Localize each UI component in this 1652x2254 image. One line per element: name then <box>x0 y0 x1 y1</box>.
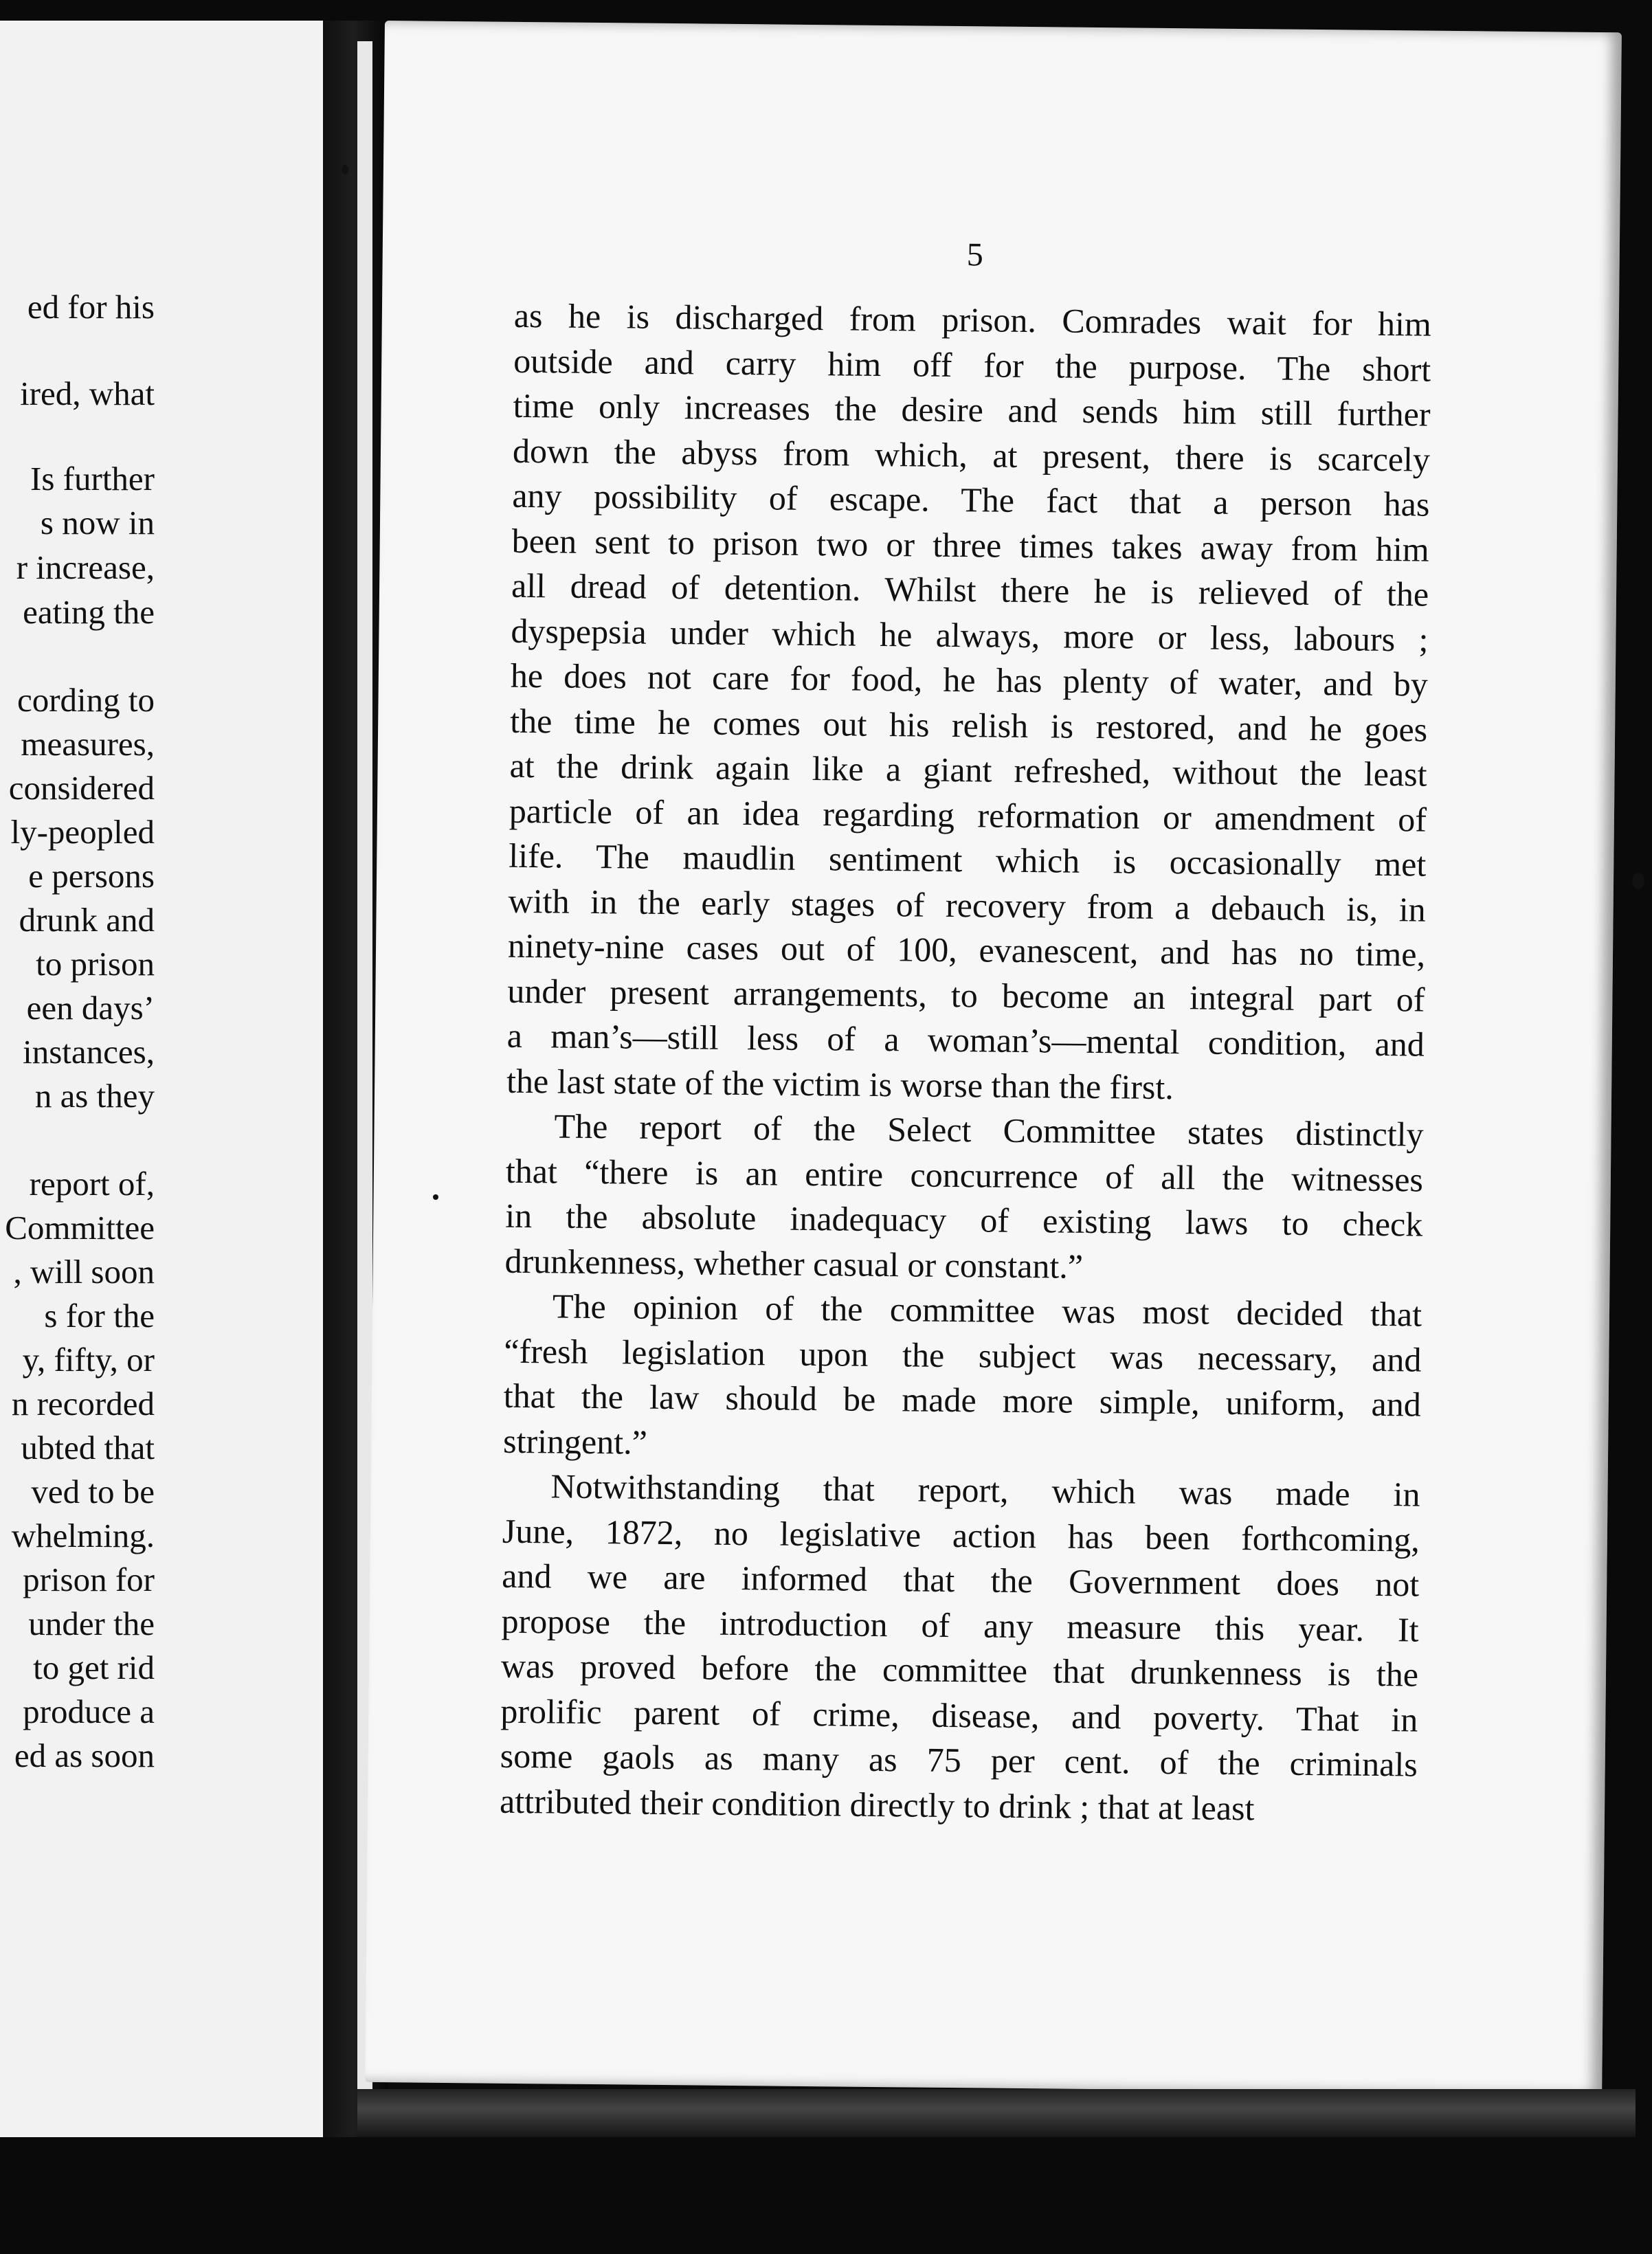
left-page-line: instances, <box>23 1033 155 1071</box>
left-page <box>0 21 330 2137</box>
text-line: The opinion of the committee was most decided that <box>552 1286 1422 1334</box>
page-bottom-edge <box>357 2089 1636 2137</box>
text-line: as he is discharged from prison. Comrades wait for him <box>513 295 1432 344</box>
text-line: under present arrangements, to become an integral part of <box>507 971 1425 1019</box>
text-line: June, 1872, no legislative action has been forthcoming, <box>502 1511 1420 1559</box>
text-line: was proved before the committee that drunkenness is the <box>500 1646 1419 1694</box>
text-line: The report of the Select Committee states distinctly <box>554 1106 1424 1154</box>
left-page-line: een days’ <box>26 989 155 1027</box>
text-line: down the abyss from which, at present, there is scarcely <box>512 431 1431 479</box>
text-line: been sent to prison two or three times takes away from him <box>511 521 1429 569</box>
left-page-line: produce a <box>23 1693 155 1730</box>
left-page-line: prison for <box>23 1561 155 1598</box>
page-number: 5 <box>966 236 984 274</box>
left-page-line: , will soon <box>13 1253 155 1291</box>
left-page-line: Is further <box>30 460 155 498</box>
left-page-line: eating the <box>23 593 155 631</box>
left-page-line: whelming. <box>11 1517 155 1554</box>
left-page-line: cording to <box>16 681 155 719</box>
left-page-line: considered <box>8 769 155 807</box>
text-line: the time he comes out his relish is restored, and he goes <box>509 701 1428 749</box>
text-line: he does not care for food, he has plenty of water, and by <box>510 656 1429 704</box>
text-line: that “there is an entire concurrence of all the witnesses <box>505 1151 1424 1199</box>
dust-speck <box>342 165 348 175</box>
right-page <box>365 21 1622 2094</box>
text-line: with in the early stages of recovery from a debauch is, in <box>508 881 1426 929</box>
text-line: life. The maudlin sentiment which is occasionally met <box>509 836 1427 884</box>
left-page-line: ubted that <box>21 1429 155 1466</box>
text-line: time only increases the desire and sends him still further <box>513 386 1431 434</box>
text-line: attributed their condition directly to drink ; that at least <box>499 1781 1255 1827</box>
text-line: dyspepsia under which he always, more or less, labours ; <box>511 611 1429 659</box>
paragraph <box>503 1284 1422 1473</box>
text-line: stringent.” <box>502 1421 648 1462</box>
left-page-line: report of, <box>29 1165 155 1203</box>
text-line: ninety-nine cases out of 100, evanescent, and has no time, <box>507 926 1426 974</box>
left-page-line: n recorded <box>11 1385 155 1422</box>
text-line: some gaols as many as 75 per cent. of the criminals <box>500 1736 1418 1784</box>
left-page-line: Committee <box>5 1209 155 1247</box>
left-page-line: y, fifty, or <box>22 1341 155 1379</box>
paragraph <box>500 1464 1420 1833</box>
text-line: propose the introduction of any measure this year. It <box>501 1601 1419 1649</box>
dust-speck <box>433 1194 438 1200</box>
body-text <box>500 293 1431 1833</box>
paragraph <box>504 1104 1423 1293</box>
left-page-line: to get rid <box>33 1649 155 1686</box>
text-line: Notwithstanding that report, which was made in <box>550 1466 1420 1514</box>
left-page-line: under the <box>28 1605 155 1642</box>
left-page-line: ed as soon <box>14 1737 155 1774</box>
left-page-line: to prison <box>36 945 155 983</box>
text-line: in the absolute inadequacy of existing laws to check <box>505 1196 1423 1244</box>
left-page-line: ved to be <box>31 1473 155 1510</box>
left-page-line: n as they <box>34 1077 155 1115</box>
text-line: any possibility of escape. The fact that a person has <box>512 476 1430 524</box>
left-page-line: r increase, <box>16 548 155 586</box>
text-line: “fresh legislation upon the subject was necessary, and <box>504 1331 1422 1379</box>
left-page-line: measures, <box>21 725 155 763</box>
text-line: the last state of the victim is worse than the first. <box>506 1061 1174 1106</box>
text-line: and we are informed that the Government does not <box>502 1556 1420 1604</box>
left-page-line: e persons <box>28 857 155 895</box>
text-line: outside and carry him off for the purpose. The short <box>513 341 1431 389</box>
dust-speck <box>1632 873 1644 889</box>
text-line: particle of an idea regarding reformation or amendment of <box>509 791 1427 839</box>
left-page-line: ired, what <box>20 375 155 412</box>
text-line: all dread of detention. Whilst there he is relieved of the <box>511 566 1429 614</box>
text-line: prolific parent of crime, disease, and poverty. That in <box>500 1691 1418 1739</box>
left-page-line: ed for his <box>27 288 155 326</box>
text-line: drunkenness, whether casual or constant.” <box>504 1241 1084 1286</box>
left-page-line: drunk and <box>19 901 155 939</box>
text-line: a man’s—still less of a woman’s—mental condition, and <box>506 1016 1425 1064</box>
text-line: at the drink again like a giant refreshed, without the least <box>509 746 1427 794</box>
paragraph <box>506 293 1431 1113</box>
left-page-line: s now in <box>40 504 155 542</box>
text-line: that the law should be made more simple, uniform, and <box>503 1376 1422 1424</box>
left-page-line: ly-peopled <box>10 813 155 851</box>
left-page-line: s for the <box>44 1297 155 1335</box>
